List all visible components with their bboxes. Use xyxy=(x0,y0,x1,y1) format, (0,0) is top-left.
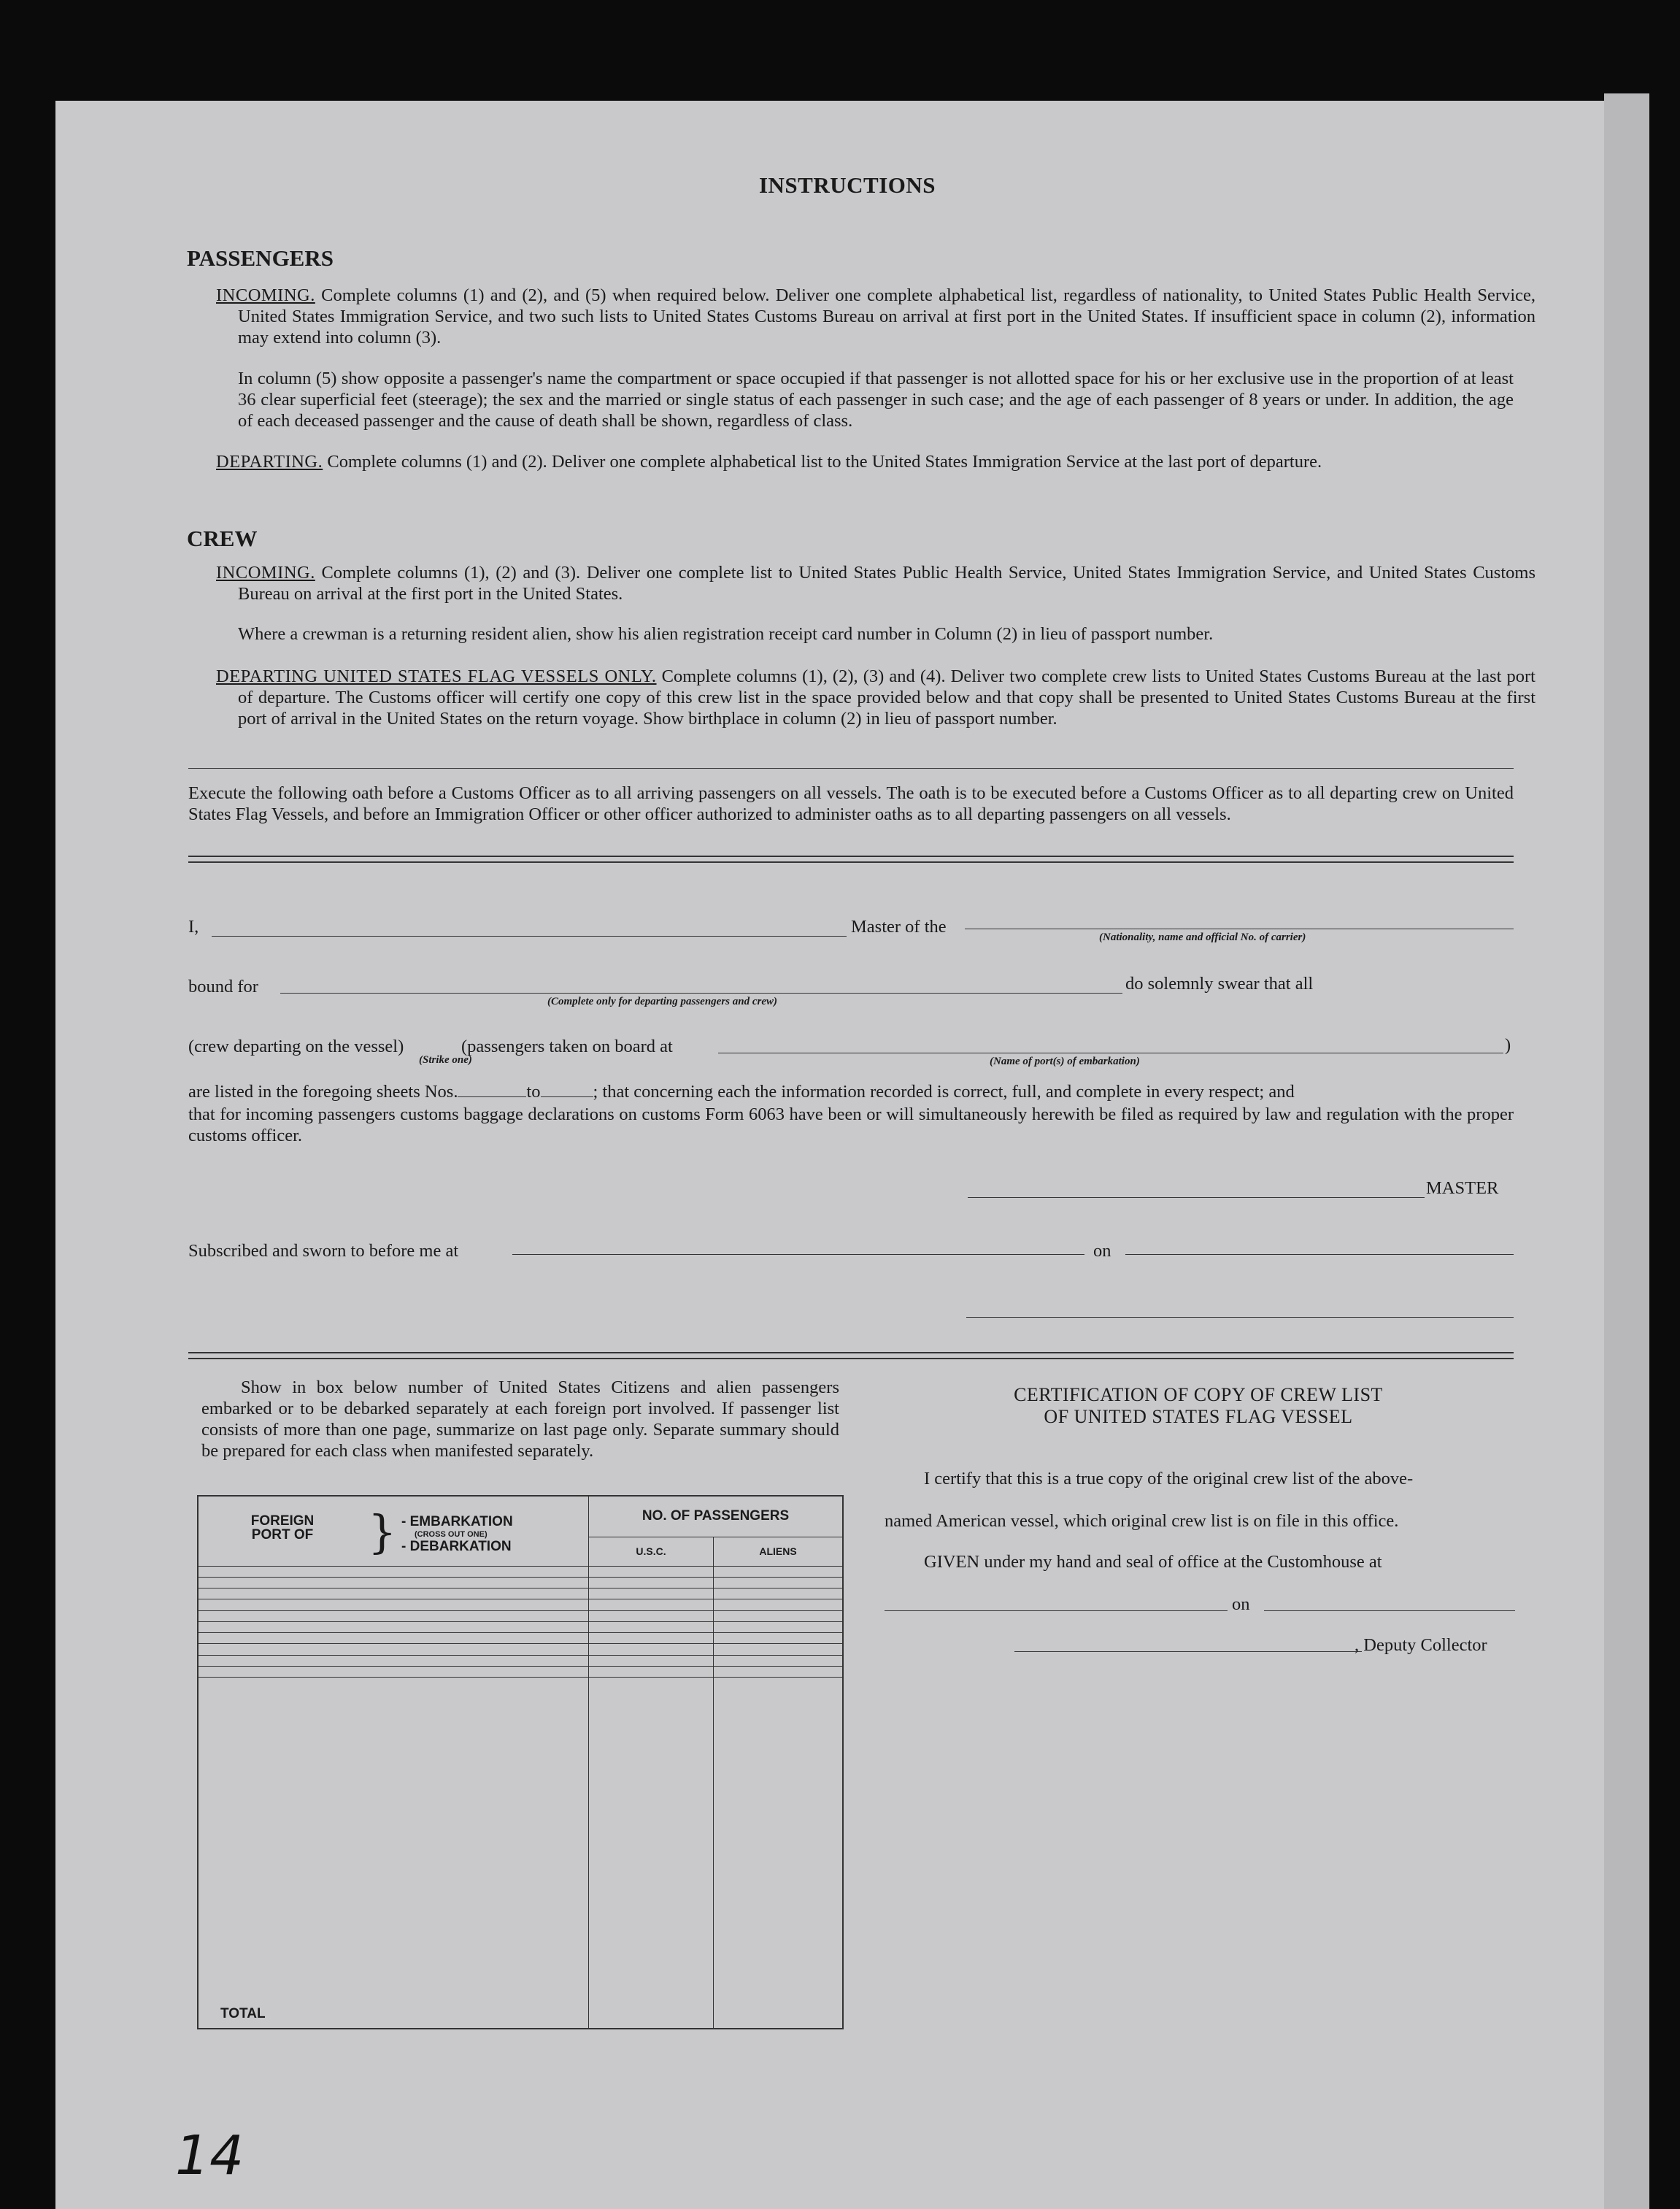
sworn-place-field[interactable] xyxy=(512,1254,1084,1255)
aliens-cell[interactable] xyxy=(714,1666,844,1677)
aliens-cell[interactable] xyxy=(714,1610,844,1621)
table-row xyxy=(198,1655,843,1666)
port-cell[interactable] xyxy=(198,1588,589,1599)
usc-cell[interactable] xyxy=(589,1633,714,1644)
table-row xyxy=(198,1577,843,1588)
aliens-cell[interactable] xyxy=(714,1599,844,1610)
column5-paragraph: In column (5) show opposite a passenger's name the compartment or space occupied if that passenger is not allotted space for his or her exclusive use in the proportion of at least 36 clear superficial feet (steerage); the sex and the married or single status of each passenger in such case; and the age of each passenger of 8 years or under. In addition, the age of each deceased passenger and the cause of death shall be shown, regardless of class. xyxy=(238,369,1514,431)
passengers-incoming-text: Complete columns (1) and (2), and (5) when required below. Deliver one complete alphabetical list, regardless of nationality, to United States Public Health Service, United States Immigration Service, and two such lists to United States Customs Bureau on arrival at first port in the United States. If insufficient space in column (2), information may extend into column (3). xyxy=(238,285,1536,347)
total-label: TOTAL xyxy=(198,1678,589,2029)
passengers-heading: PASSENGERS xyxy=(187,245,334,271)
passenger-summary-table xyxy=(197,1495,844,2029)
aliens-cell[interactable] xyxy=(714,1644,844,1655)
certification-line1: I certify that this is a true copy of the original crew list of the above- xyxy=(924,1469,1414,1488)
divider-double-bottom-2 xyxy=(188,1358,1514,1359)
officer-signature-field[interactable] xyxy=(966,1317,1514,1318)
cross-out-one-label: (CROSS OUT ONE) xyxy=(415,1530,488,1539)
certification-title-line2: OF UNITED STATES FLAG VESSEL xyxy=(1044,1406,1353,1427)
aliens-cell[interactable] xyxy=(714,1588,844,1599)
passengers-departing-paragraph xyxy=(216,451,1535,472)
master-of-label: Master of the xyxy=(851,917,947,937)
crew-departing-text: Complete columns (1), (2), (3) and (4). Deliver two complete crew lists to United States Customs Bureau at the last port of departure. The Customs officer will certify one copy of this crew list in the space provided below and that copy shall be presented to United States Customs Bureau at the first port of arrival in the United States on the return voyage. Show birthplace in column (2) in lieu of passport number. xyxy=(238,666,1535,729)
aliens-cell[interactable] xyxy=(714,1655,844,1666)
passengers-taken-option: (passengers taken on board at xyxy=(461,1037,673,1056)
usc-cell[interactable] xyxy=(589,1610,714,1621)
table-total-row xyxy=(198,1678,843,2029)
embarkation-label: - EMBARKATION xyxy=(401,1514,513,1529)
no-of-passengers-header: NO. OF PASSENGERS xyxy=(589,1496,844,1537)
usc-header: U.S.C. xyxy=(589,1537,714,1566)
close-paren: ) xyxy=(1505,1035,1511,1055)
table-row xyxy=(198,1633,843,1644)
usc-cell[interactable] xyxy=(589,1599,714,1610)
usc-cell[interactable] xyxy=(589,1644,714,1655)
listed-rest: that for incoming passengers customs baggage declarations on customs Form 6063 have been or will simultaneously herewith be filed as required by law and regulation with the proper customs officer. xyxy=(188,1104,1514,1145)
usc-cell[interactable] xyxy=(589,1588,714,1599)
crew-incoming-paragraph xyxy=(216,562,1535,604)
listed-prefix: are listed in the foregoing sheets Nos. xyxy=(188,1082,458,1102)
usc-cell[interactable] xyxy=(589,1566,714,1577)
crew-heading: CREW xyxy=(187,526,258,551)
port-cell[interactable] xyxy=(198,1655,589,1666)
master-signature-field[interactable] xyxy=(968,1197,1425,1198)
divider-double-top-2 xyxy=(188,1352,1514,1353)
divider xyxy=(188,768,1514,769)
nationality-caption: (Nationality, name and official No. of carrier) xyxy=(1099,931,1306,943)
bound-for-label: bound for xyxy=(188,977,258,996)
table-row xyxy=(198,1666,843,1677)
swear-label: do solemnly swear that all xyxy=(1125,974,1314,994)
passengers-departing-text: Complete columns (1) and (2). Deliver one complete alphabetical list to the United States Immigration Service at the last port of departure. xyxy=(327,452,1322,472)
ports-caption: (Name of port(s) of embarkation) xyxy=(990,1056,1140,1067)
usc-cell[interactable] xyxy=(589,1621,714,1632)
crew-resident-paragraph: Where a crewman is a returning resident alien, show his alien registration receipt card number in Column (2) in lieu of passport number. xyxy=(238,624,1214,644)
handwritten-page-number: 14 xyxy=(175,2124,244,2187)
sheet-to-field[interactable] xyxy=(541,1082,593,1097)
passengers-departing-label: DEPARTING. xyxy=(216,452,323,472)
oath-intro: Execute the following oath before a Customs Officer as to all arriving passengers on all vessels. The oath is to be executed before a Customs Officer as to all departing crew on United States Flag Vessels, and before an Immigration Officer or other officer authorized to administer oaths as to all departing passengers on all vessels. xyxy=(188,783,1514,824)
table-row xyxy=(198,1610,843,1621)
foreign-port-header xyxy=(198,1496,589,1566)
master-label: MASTER xyxy=(1426,1178,1499,1198)
subscribed-label: Subscribed and sworn to before me at xyxy=(188,1241,459,1261)
total-aliens-cell[interactable] xyxy=(714,1678,844,2029)
port-cell[interactable] xyxy=(198,1599,589,1610)
aliens-cell[interactable] xyxy=(714,1566,844,1577)
page-title: INSTRUCTIONS xyxy=(758,172,936,198)
usc-cell[interactable] xyxy=(589,1577,714,1588)
port-cell[interactable] xyxy=(198,1566,589,1577)
deputy-collector-signature-field[interactable] xyxy=(1014,1651,1362,1652)
aliens-cell[interactable] xyxy=(714,1577,844,1588)
sworn-on-label: on xyxy=(1093,1241,1111,1261)
port-cell[interactable] xyxy=(198,1577,589,1588)
table-header-row xyxy=(198,1496,843,1537)
aliens-cell[interactable] xyxy=(714,1633,844,1644)
table-row xyxy=(198,1566,843,1577)
aliens-cell[interactable] xyxy=(714,1621,844,1632)
sheet-edge xyxy=(1604,93,1649,2209)
passengers-incoming-label: INCOMING. xyxy=(216,285,315,305)
port-cell[interactable] xyxy=(198,1644,589,1655)
table-row xyxy=(198,1621,843,1632)
aliens-header: ALIENS xyxy=(714,1537,844,1566)
certification-line3: GIVEN under my hand and seal of office at the Customhouse at xyxy=(924,1552,1382,1572)
table-row xyxy=(198,1588,843,1599)
certification-title xyxy=(883,1384,1514,1428)
total-usc-cell[interactable] xyxy=(589,1678,714,2029)
sheet-from-field[interactable] xyxy=(458,1082,526,1097)
divider-double-bottom xyxy=(188,861,1514,863)
deputy-collector-label: , Deputy Collector xyxy=(1355,1635,1487,1655)
crew-departing-option: (crew departing on the vessel) xyxy=(188,1037,404,1056)
customhouse-field[interactable] xyxy=(885,1610,1228,1611)
port-cell[interactable] xyxy=(198,1633,589,1644)
certification-title-line1: CERTIFICATION OF COPY OF CREW LIST xyxy=(1014,1384,1383,1405)
crew-departing-label: DEPARTING UNITED STATES FLAG VESSELS ONLY. xyxy=(216,666,657,686)
crew-departing-paragraph xyxy=(216,666,1535,729)
master-name-field[interactable] xyxy=(212,936,847,937)
complete-only-caption: (Complete only for departing passengers and crew) xyxy=(547,996,777,1007)
port-cell[interactable] xyxy=(198,1621,589,1632)
listed-suffix: ; that concerning each the information recorded is correct, full, and complete in every respect; and xyxy=(593,1082,1295,1102)
table-row xyxy=(198,1599,843,1610)
certification-date-field[interactable] xyxy=(1264,1610,1515,1611)
brace-icon: } xyxy=(368,1505,397,1559)
certification-line2: named American vessel, which original crew list is on file in this office. xyxy=(885,1511,1399,1531)
crew-incoming-text: Complete columns (1), (2) and (3). Deliver one complete list to United States Public Health Service, United States Immigration Service, and United States Customs Bureau on arrival at the first port in the United States. xyxy=(238,563,1535,604)
divider-double-top xyxy=(188,856,1514,857)
port-cell[interactable] xyxy=(198,1666,589,1677)
crew-incoming-label: INCOMING. xyxy=(216,563,315,583)
usc-cell[interactable] xyxy=(589,1655,714,1666)
to-label: to xyxy=(526,1082,541,1102)
strike-one-caption: (Strike one) xyxy=(419,1054,472,1066)
bound-for-field[interactable] xyxy=(280,993,1122,994)
oath-i-label: I, xyxy=(188,917,199,937)
port-cell[interactable] xyxy=(198,1610,589,1621)
table-row xyxy=(198,1644,843,1655)
listed-line xyxy=(188,1082,1514,1102)
certification-on-label: on xyxy=(1232,1594,1250,1614)
sworn-date-field[interactable] xyxy=(1125,1254,1514,1255)
summary-instructions: Show in box below number of United States Citizens and alien passengers embarked or to be debarked separately at each foreign port involved. If passenger list consists of more than one page, summarize on last page only. Separate summary should be prepared for each class when manifested separately. xyxy=(201,1378,839,1461)
foreign-port-of-label: FOREIGN PORT OF xyxy=(250,1513,315,1543)
debarkation-label: - DEBARKATION xyxy=(401,1539,512,1554)
passengers-incoming-paragraph xyxy=(216,285,1535,348)
usc-cell[interactable] xyxy=(589,1666,714,1677)
